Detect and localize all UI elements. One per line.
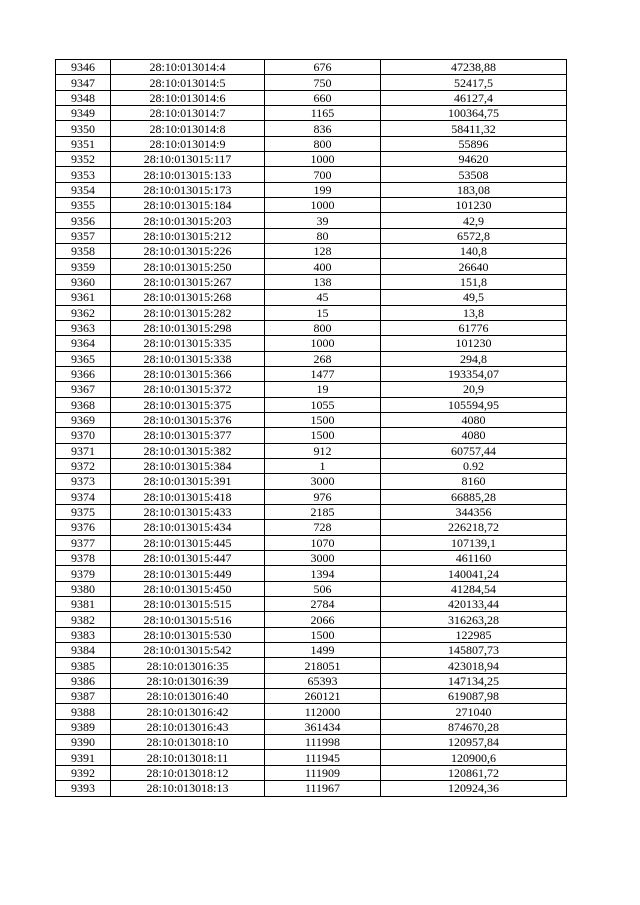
value-cell: 49,5 — [381, 290, 567, 305]
table-row — [56, 106, 567, 121]
row-number-cell: 9354 — [56, 182, 111, 197]
value-cell: 420133,44 — [381, 597, 567, 612]
row-number-cell: 9393 — [56, 781, 111, 796]
row-number-cell: 9392 — [56, 765, 111, 780]
value-cell: 271040 — [381, 704, 567, 719]
row-number-cell: 9355 — [56, 198, 111, 213]
row-number-cell: 9357 — [56, 228, 111, 243]
table-row — [56, 412, 567, 427]
area-cell: 65393 — [265, 673, 381, 688]
row-number-cell: 9353 — [56, 167, 111, 182]
data-table — [55, 59, 567, 797]
table-row — [56, 60, 567, 75]
table-row — [56, 535, 567, 550]
area-cell: 676 — [265, 60, 381, 75]
value-cell: 100364,75 — [381, 106, 567, 121]
area-cell: 1477 — [265, 366, 381, 381]
table-row — [56, 719, 567, 734]
cadastral-number-cell: 28:10:013015:434 — [111, 520, 265, 535]
row-number-cell: 9369 — [56, 412, 111, 427]
value-cell: 147134,25 — [381, 673, 567, 688]
value-cell: 145807,73 — [381, 643, 567, 658]
row-number-cell: 9351 — [56, 136, 111, 151]
area-cell: 1499 — [265, 643, 381, 658]
area-cell: 750 — [265, 75, 381, 90]
cadastral-number-cell: 28:10:013015:384 — [111, 458, 265, 473]
value-cell: 46127,4 — [381, 90, 567, 105]
cadastral-number-cell: 28:10:013014:4 — [111, 60, 265, 75]
value-cell: 874670,28 — [381, 719, 567, 734]
cadastral-number-cell: 28:10:013018:12 — [111, 765, 265, 780]
area-cell: 1000 — [265, 336, 381, 351]
table-row — [56, 75, 567, 90]
row-number-cell: 9376 — [56, 520, 111, 535]
area-cell: 1500 — [265, 428, 381, 443]
value-cell: 4080 — [381, 428, 567, 443]
area-cell: 15 — [265, 305, 381, 320]
cadastral-number-cell: 28:10:013015:377 — [111, 428, 265, 443]
table-row — [56, 704, 567, 719]
row-number-cell: 9373 — [56, 474, 111, 489]
row-number-cell: 9352 — [56, 152, 111, 167]
value-cell: 4080 — [381, 412, 567, 427]
row-number-cell: 9348 — [56, 90, 111, 105]
table-row — [56, 228, 567, 243]
cadastral-number-cell: 28:10:013016:35 — [111, 658, 265, 673]
cadastral-number-cell: 28:10:013015:335 — [111, 336, 265, 351]
table-row — [56, 520, 567, 535]
cadastral-number-cell: 28:10:013015:117 — [111, 152, 265, 167]
area-cell: 199 — [265, 182, 381, 197]
table-row — [56, 765, 567, 780]
table-row — [56, 320, 567, 335]
value-cell: 344356 — [381, 504, 567, 519]
table-row — [56, 673, 567, 688]
value-cell: 20,9 — [381, 382, 567, 397]
cadastral-number-cell: 28:10:013015:382 — [111, 443, 265, 458]
table-row — [56, 781, 567, 796]
area-cell: 1000 — [265, 152, 381, 167]
row-number-cell: 9382 — [56, 612, 111, 627]
value-cell: 140,8 — [381, 244, 567, 259]
value-cell: 47238,88 — [381, 60, 567, 75]
area-cell: 268 — [265, 351, 381, 366]
table-row — [56, 397, 567, 412]
value-cell: 105594,95 — [381, 397, 567, 412]
value-cell: 461160 — [381, 551, 567, 566]
value-cell: 0.92 — [381, 458, 567, 473]
value-cell: 66885,28 — [381, 489, 567, 504]
row-number-cell: 9387 — [56, 689, 111, 704]
cadastral-number-cell: 28:10:013015:267 — [111, 274, 265, 289]
value-cell: 94620 — [381, 152, 567, 167]
cadastral-number-cell: 28:10:013015:515 — [111, 597, 265, 612]
area-cell: 111998 — [265, 735, 381, 750]
value-cell: 60757,44 — [381, 443, 567, 458]
value-cell: 6572,8 — [381, 228, 567, 243]
table-row — [56, 259, 567, 274]
area-cell: 1 — [265, 458, 381, 473]
area-cell: 728 — [265, 520, 381, 535]
area-cell: 2784 — [265, 597, 381, 612]
row-number-cell: 9360 — [56, 274, 111, 289]
value-cell: 183,08 — [381, 182, 567, 197]
area-cell: 260121 — [265, 689, 381, 704]
area-cell: 19 — [265, 382, 381, 397]
area-cell: 3000 — [265, 551, 381, 566]
table-row — [56, 213, 567, 228]
area-cell: 112000 — [265, 704, 381, 719]
cadastral-number-cell: 28:10:013018:10 — [111, 735, 265, 750]
table-row — [56, 274, 567, 289]
row-number-cell: 9371 — [56, 443, 111, 458]
cadastral-number-cell: 28:10:013014:6 — [111, 90, 265, 105]
table-row — [56, 735, 567, 750]
value-cell: 61776 — [381, 320, 567, 335]
area-cell: 700 — [265, 167, 381, 182]
cadastral-number-cell: 28:10:013015:418 — [111, 489, 265, 504]
area-cell: 660 — [265, 90, 381, 105]
table-row — [56, 136, 567, 151]
cadastral-number-cell: 28:10:013015:250 — [111, 259, 265, 274]
cadastral-number-cell: 28:10:013015:375 — [111, 397, 265, 412]
row-number-cell: 9366 — [56, 366, 111, 381]
area-cell: 912 — [265, 443, 381, 458]
value-cell: 13,8 — [381, 305, 567, 320]
row-number-cell: 9358 — [56, 244, 111, 259]
table-row — [56, 198, 567, 213]
cadastral-number-cell: 28:10:013016:43 — [111, 719, 265, 734]
table-row — [56, 612, 567, 627]
value-cell: 120924,36 — [381, 781, 567, 796]
value-cell: 140041,24 — [381, 566, 567, 581]
area-cell: 1070 — [265, 535, 381, 550]
area-cell: 836 — [265, 121, 381, 136]
value-cell: 120861,72 — [381, 765, 567, 780]
table-row — [56, 428, 567, 443]
cadastral-number-cell: 28:10:013015:391 — [111, 474, 265, 489]
row-number-cell: 9381 — [56, 597, 111, 612]
table-row — [56, 627, 567, 642]
row-number-cell: 9362 — [56, 305, 111, 320]
row-number-cell: 9367 — [56, 382, 111, 397]
row-number-cell: 9375 — [56, 504, 111, 519]
area-cell: 1165 — [265, 106, 381, 121]
row-number-cell: 9374 — [56, 489, 111, 504]
cadastral-number-cell: 28:10:013015:268 — [111, 290, 265, 305]
table-row — [56, 458, 567, 473]
value-cell: 26640 — [381, 259, 567, 274]
table-row — [56, 121, 567, 136]
value-cell: 120957,84 — [381, 735, 567, 750]
cadastral-number-cell: 28:10:013015:298 — [111, 320, 265, 335]
row-number-cell: 9390 — [56, 735, 111, 750]
value-cell: 294,8 — [381, 351, 567, 366]
cadastral-number-cell: 28:10:013015:173 — [111, 182, 265, 197]
area-cell: 3000 — [265, 474, 381, 489]
table-row — [56, 290, 567, 305]
area-cell: 1500 — [265, 627, 381, 642]
area-cell: 800 — [265, 320, 381, 335]
cadastral-number-cell: 28:10:013014:7 — [111, 106, 265, 121]
value-cell: 41284,54 — [381, 581, 567, 596]
cadastral-number-cell: 28:10:013016:42 — [111, 704, 265, 719]
area-cell: 400 — [265, 259, 381, 274]
value-cell: 193354,07 — [381, 366, 567, 381]
cadastral-number-cell: 28:10:013015:542 — [111, 643, 265, 658]
table-row — [56, 305, 567, 320]
cadastral-number-cell: 28:10:013018:13 — [111, 781, 265, 796]
area-cell: 45 — [265, 290, 381, 305]
table-row — [56, 489, 567, 504]
area-cell: 111909 — [265, 765, 381, 780]
cadastral-number-cell: 28:10:013018:11 — [111, 750, 265, 765]
table-row — [56, 366, 567, 381]
row-number-cell: 9347 — [56, 75, 111, 90]
cadastral-number-cell: 28:10:013014:9 — [111, 136, 265, 151]
table-row — [56, 643, 567, 658]
row-number-cell: 9391 — [56, 750, 111, 765]
area-cell: 1000 — [265, 198, 381, 213]
row-number-cell: 9380 — [56, 581, 111, 596]
value-cell: 58411,32 — [381, 121, 567, 136]
cadastral-number-cell: 28:10:013015:449 — [111, 566, 265, 581]
cadastral-number-cell: 28:10:013015:447 — [111, 551, 265, 566]
cadastral-number-cell: 28:10:013015:203 — [111, 213, 265, 228]
table-row — [56, 581, 567, 596]
cadastral-number-cell: 28:10:013016:39 — [111, 673, 265, 688]
area-cell: 506 — [265, 581, 381, 596]
value-cell: 120900,6 — [381, 750, 567, 765]
table-row — [56, 551, 567, 566]
row-number-cell: 9388 — [56, 704, 111, 719]
area-cell: 2185 — [265, 504, 381, 519]
table-row — [56, 336, 567, 351]
cadastral-number-cell: 28:10:013015:450 — [111, 581, 265, 596]
value-cell: 53508 — [381, 167, 567, 182]
row-number-cell: 9378 — [56, 551, 111, 566]
area-cell: 39 — [265, 213, 381, 228]
cadastral-number-cell: 28:10:013015:516 — [111, 612, 265, 627]
row-number-cell: 9384 — [56, 643, 111, 658]
cadastral-number-cell: 28:10:013015:212 — [111, 228, 265, 243]
cadastral-number-cell: 28:10:013015:338 — [111, 351, 265, 366]
row-number-cell: 9356 — [56, 213, 111, 228]
cadastral-number-cell: 28:10:013015:282 — [111, 305, 265, 320]
value-cell: 52417,5 — [381, 75, 567, 90]
table-row — [56, 152, 567, 167]
table-row — [56, 658, 567, 673]
value-cell: 55896 — [381, 136, 567, 151]
row-number-cell: 9370 — [56, 428, 111, 443]
row-number-cell: 9368 — [56, 397, 111, 412]
value-cell: 101230 — [381, 198, 567, 213]
row-number-cell: 9346 — [56, 60, 111, 75]
cadastral-number-cell: 28:10:013015:366 — [111, 366, 265, 381]
row-number-cell: 9361 — [56, 290, 111, 305]
cadastral-number-cell: 28:10:013015:226 — [111, 244, 265, 259]
area-cell: 1394 — [265, 566, 381, 581]
value-cell: 107139,1 — [381, 535, 567, 550]
value-cell: 122985 — [381, 627, 567, 642]
cadastral-number-cell: 28:10:013015:530 — [111, 627, 265, 642]
row-number-cell: 9383 — [56, 627, 111, 642]
cadastral-number-cell: 28:10:013015:372 — [111, 382, 265, 397]
row-number-cell: 9365 — [56, 351, 111, 366]
row-number-cell: 9364 — [56, 336, 111, 351]
table-row — [56, 750, 567, 765]
table-row — [56, 182, 567, 197]
area-cell: 2066 — [265, 612, 381, 627]
value-cell: 101230 — [381, 336, 567, 351]
cadastral-number-cell: 28:10:013014:8 — [111, 121, 265, 136]
value-cell: 151,8 — [381, 274, 567, 289]
cadastral-number-cell: 28:10:013015:433 — [111, 504, 265, 519]
area-cell: 80 — [265, 228, 381, 243]
table-row — [56, 90, 567, 105]
table-row — [56, 566, 567, 581]
value-cell: 8160 — [381, 474, 567, 489]
table-row — [56, 351, 567, 366]
row-number-cell: 9379 — [56, 566, 111, 581]
area-cell: 111945 — [265, 750, 381, 765]
row-number-cell: 9350 — [56, 121, 111, 136]
value-cell: 226218,72 — [381, 520, 567, 535]
area-cell: 1500 — [265, 412, 381, 427]
area-cell: 976 — [265, 489, 381, 504]
row-number-cell: 9349 — [56, 106, 111, 121]
row-number-cell: 9385 — [56, 658, 111, 673]
area-cell: 1055 — [265, 397, 381, 412]
table-row — [56, 167, 567, 182]
cadastral-number-cell: 28:10:013015:184 — [111, 198, 265, 213]
table-body — [56, 60, 567, 797]
table-row — [56, 474, 567, 489]
table-row — [56, 504, 567, 519]
table-row — [56, 244, 567, 259]
value-cell: 619087,98 — [381, 689, 567, 704]
cadastral-number-cell: 28:10:013015:376 — [111, 412, 265, 427]
row-number-cell: 9363 — [56, 320, 111, 335]
area-cell: 361434 — [265, 719, 381, 734]
value-cell: 316263,28 — [381, 612, 567, 627]
row-number-cell: 9386 — [56, 673, 111, 688]
cadastral-number-cell: 28:10:013015:133 — [111, 167, 265, 182]
row-number-cell: 9377 — [56, 535, 111, 550]
table-row — [56, 597, 567, 612]
cadastral-number-cell: 28:10:013016:40 — [111, 689, 265, 704]
area-cell: 111967 — [265, 781, 381, 796]
cadastral-number-cell: 28:10:013015:445 — [111, 535, 265, 550]
area-cell: 128 — [265, 244, 381, 259]
row-number-cell: 9359 — [56, 259, 111, 274]
area-cell: 800 — [265, 136, 381, 151]
value-cell: 42,9 — [381, 213, 567, 228]
area-cell: 218051 — [265, 658, 381, 673]
table-row — [56, 443, 567, 458]
cadastral-number-cell: 28:10:013014:5 — [111, 75, 265, 90]
value-cell: 423018,94 — [381, 658, 567, 673]
area-cell: 138 — [265, 274, 381, 289]
row-number-cell: 9372 — [56, 458, 111, 473]
row-number-cell: 9389 — [56, 719, 111, 734]
table-row — [56, 689, 567, 704]
table-row — [56, 382, 567, 397]
